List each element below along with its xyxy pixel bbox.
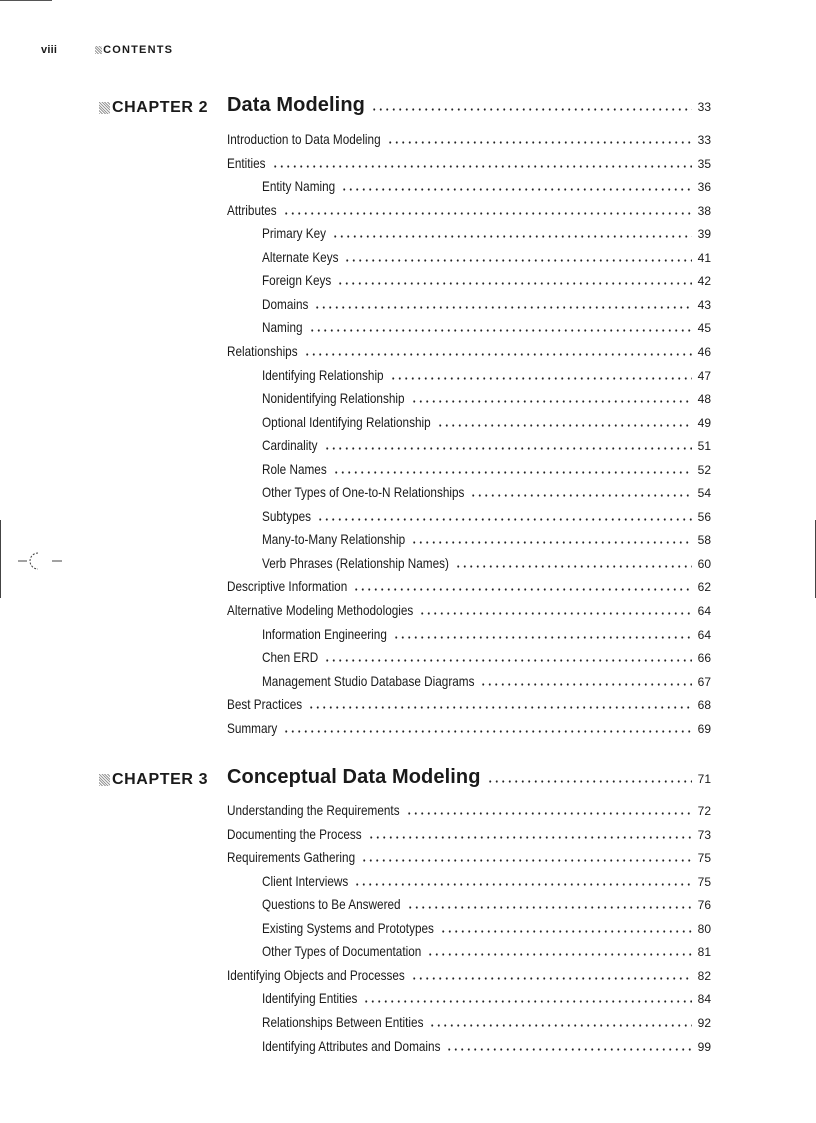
toc-entry[interactable]	[262, 484, 711, 504]
toc-entry-title: Identifying Entities	[262, 990, 358, 1007]
shade-icon	[99, 774, 110, 786]
page-ref: 42	[697, 274, 711, 289]
toc-entry-title-wrap	[262, 296, 308, 312]
leader-dots	[344, 250, 692, 262]
leader-dots	[304, 344, 692, 356]
toc-entry[interactable]	[262, 249, 711, 269]
toc-entry-title-wrap	[262, 437, 318, 453]
page-ref: 67	[697, 674, 711, 689]
page-ref: 47	[697, 368, 711, 383]
toc-entry[interactable]	[262, 920, 711, 940]
leader-dots	[353, 579, 692, 591]
leader-dots	[337, 273, 692, 285]
leader-dots	[440, 921, 692, 933]
leader-dots	[411, 532, 692, 544]
toc-entry-title-wrap	[262, 555, 449, 571]
toc-entry-title: Entities	[227, 154, 266, 171]
toc-entry[interactable]	[262, 1014, 711, 1034]
page-ref: 64	[697, 604, 711, 618]
toc-entry-title: Questions to Be Answered	[262, 896, 401, 913]
toc-entry-title: Identifying Relationship	[262, 366, 384, 383]
page-ref: 33	[697, 133, 711, 147]
toc-entry-title: Role Names	[262, 460, 327, 477]
page-ref: 46	[697, 344, 711, 359]
toc-entry[interactable]	[262, 296, 711, 316]
toc-entry[interactable]	[262, 414, 711, 434]
toc-entry-title: Identifying Objects and Processes	[227, 966, 405, 983]
page-ref: 38	[697, 203, 711, 218]
toc-entry[interactable]	[262, 943, 711, 963]
toc-entry-title: Primary Key	[262, 225, 327, 242]
toc-entry[interactable]	[262, 178, 711, 198]
leader-dots	[455, 556, 692, 568]
page-ref: 56	[697, 509, 711, 524]
leader-dots	[333, 462, 692, 474]
toc-entry-title-wrap	[227, 202, 277, 218]
leader-dots	[283, 203, 692, 215]
page-ref: 60	[697, 556, 711, 571]
toc-entry[interactable]	[262, 531, 711, 551]
toc-entry-title-wrap	[227, 602, 413, 618]
toc-entry-title: Descriptive Information	[227, 578, 348, 595]
page-ref: 62	[697, 580, 711, 595]
toc-entry-title-wrap	[262, 896, 401, 912]
page-ref: 64	[697, 627, 711, 642]
leader-dots	[393, 627, 692, 639]
shade-icon	[95, 46, 102, 54]
leader-dots	[437, 415, 692, 427]
page-ref: 49	[697, 415, 711, 430]
page-ref: 82	[697, 968, 711, 983]
chapter-2-title-row[interactable]	[227, 94, 711, 117]
leader-dots	[419, 603, 692, 615]
toc-entry-title-wrap	[262, 414, 431, 430]
chapter-label-text: CHAPTER 3	[112, 771, 209, 788]
toc-entry-title-wrap	[262, 626, 387, 642]
toc-entry[interactable]	[262, 225, 711, 245]
leader-dots	[324, 438, 692, 450]
page-ref: 45	[697, 321, 711, 336]
toc-entry[interactable]	[227, 967, 711, 987]
toc-entry-title: Alternative Modeling Methodologies	[227, 602, 414, 618]
page-ref: 81	[697, 945, 711, 960]
chapter-2-label	[99, 99, 208, 117]
leader-dots	[387, 132, 692, 144]
toc-entry-title: Identifying Attributes and Domains	[262, 1037, 441, 1054]
leader-dots	[390, 368, 692, 380]
page-ref: 99	[697, 1039, 711, 1054]
toc-entry-title: Alternate Keys	[262, 248, 339, 265]
toc-entry-title-wrap	[227, 696, 302, 712]
page-ref: 36	[697, 180, 711, 195]
toc-entry[interactable]	[262, 319, 711, 339]
toc-entry[interactable]	[227, 826, 711, 846]
toc-entry[interactable]	[262, 508, 711, 528]
toc-entry-title-wrap	[262, 873, 348, 889]
page-ref: 33	[697, 100, 711, 114]
toc-entry[interactable]	[262, 673, 711, 693]
running-head	[41, 44, 173, 56]
toc-entry-title-wrap	[227, 826, 362, 842]
page-ref: 54	[697, 486, 711, 501]
toc-entry[interactable]	[227, 343, 711, 363]
toc-entry-title-wrap	[262, 990, 357, 1006]
page-ref: 75	[697, 851, 711, 866]
toc-entry-title: Information Engineering	[262, 625, 387, 642]
toc-entry[interactable]	[262, 367, 711, 387]
leader-dots	[470, 485, 692, 497]
toc-entry[interactable]	[227, 602, 711, 622]
toc-entry[interactable]	[227, 696, 711, 716]
toc-entry[interactable]	[227, 155, 711, 175]
toc-entry-title: Other Types of One-to-N Relationships	[262, 484, 465, 501]
page-ref: 69	[697, 721, 711, 736]
toc-entry-title-wrap	[227, 849, 355, 865]
toc-entry-title-wrap	[262, 249, 338, 265]
toc-entry-title: Naming	[262, 319, 303, 336]
toc-entry[interactable]	[262, 461, 711, 481]
toc-entry[interactable]	[262, 555, 711, 575]
toc-entry-title: Best Practices	[227, 696, 303, 713]
toc-entry-title-wrap	[262, 943, 421, 959]
toc-entry[interactable]	[227, 131, 711, 151]
toc-entry-title: Domains	[262, 295, 309, 312]
page-ref: 35	[697, 156, 711, 171]
toc-entry-title-wrap	[227, 802, 400, 818]
toc-entry-title: Management Studio Database Diagrams	[262, 672, 475, 689]
toc-entry-title: Documenting the Process	[227, 825, 362, 842]
page-number: viii	[41, 44, 58, 56]
leader-dots	[368, 827, 692, 839]
leader-dots	[411, 391, 692, 403]
toc-entry[interactable]	[227, 202, 711, 222]
toc-entry-title-wrap	[227, 720, 277, 736]
leader-dots	[407, 897, 692, 909]
leader-dots	[480, 674, 692, 686]
toc-entry-title-wrap	[262, 1038, 440, 1054]
toc-entry-title-wrap	[262, 272, 331, 288]
toc-entry[interactable]	[262, 896, 711, 916]
chapter-3-title-row[interactable]	[227, 766, 711, 789]
leader-dots	[317, 509, 692, 521]
page-ref: 51	[697, 439, 711, 454]
toc-entry-title-wrap	[227, 343, 298, 359]
toc-entry[interactable]	[262, 649, 711, 669]
toc-entry-title-wrap	[262, 508, 311, 524]
toc-entry-title: Optional Identifying Relationship	[262, 413, 431, 430]
toc-entry-title-wrap	[262, 1014, 423, 1030]
toc-entry-title: Many-to-Many Relationship	[262, 531, 406, 548]
toc-entry-title: Other Types of Documentation	[262, 943, 422, 960]
toc-entry-title: Entity Naming	[262, 178, 336, 195]
leader-dots	[446, 1039, 692, 1051]
page-ref: 68	[697, 698, 711, 713]
leader-dots	[411, 968, 692, 980]
page-ref: 66	[697, 651, 711, 666]
toc-entry-title: Summary	[227, 719, 278, 736]
toc-entry[interactable]	[227, 578, 711, 598]
toc-entry-title-wrap	[262, 178, 335, 194]
page-ref: 76	[697, 898, 711, 913]
shade-icon	[99, 102, 110, 114]
toc-entry-title-wrap	[262, 531, 405, 547]
page-ref: 58	[697, 533, 711, 548]
leader-dots	[487, 771, 692, 783]
running-head-section: CONTENTS	[103, 44, 174, 56]
registration-mark-icon	[18, 549, 64, 573]
leader-dots	[324, 650, 692, 662]
toc-entry-title: Understanding the Requirements	[227, 802, 400, 818]
leader-dots	[332, 226, 692, 238]
chapter-title: Conceptual Data Modeling	[227, 766, 481, 788]
toc-entry-title: Introduction to Data Modeling	[227, 131, 381, 147]
leader-dots	[354, 874, 692, 886]
chapter-3-label	[99, 771, 208, 789]
leader-dots	[363, 991, 692, 1003]
toc-entry-title-wrap	[262, 484, 464, 500]
toc-entry-title: Client Interviews	[262, 872, 349, 889]
toc-entry[interactable]	[227, 849, 711, 869]
leader-dots	[308, 697, 692, 709]
toc-entry[interactable]	[262, 1038, 711, 1058]
leader-dots	[429, 1015, 692, 1027]
toc-entry-title-wrap	[262, 461, 327, 477]
page-ref: 84	[697, 992, 711, 1007]
chapter-title: Data Modeling	[227, 94, 365, 116]
toc-entry-title-wrap	[262, 920, 434, 936]
page-ref: 41	[697, 250, 711, 265]
toc-entry-title: Nonidentifying Relationship	[262, 390, 405, 407]
leader-dots	[341, 179, 692, 191]
toc-entry-title-wrap	[262, 319, 303, 335]
leader-dots	[427, 944, 692, 956]
page-ref: 43	[697, 297, 711, 312]
toc-entry[interactable]	[262, 390, 711, 410]
toc-entry[interactable]	[227, 720, 711, 740]
toc-entry-title-wrap	[227, 578, 347, 594]
toc-entry[interactable]	[262, 437, 711, 457]
chapter-label-text: CHAPTER 2	[112, 99, 209, 116]
toc-entry-title: Foreign Keys	[262, 272, 332, 289]
leader-dots	[371, 99, 692, 111]
page-ref: 92	[697, 1015, 711, 1030]
toc-entry-title-wrap	[262, 390, 405, 406]
page-ref: 48	[697, 392, 711, 407]
toc-entry-title: Existing Systems and Prototypes	[262, 919, 434, 936]
crop-mark-left	[0, 520, 1, 598]
page-ref: 39	[697, 227, 711, 242]
page-ref: 73	[697, 827, 711, 842]
toc-entry-title-wrap	[262, 649, 318, 665]
page-ref: 72	[697, 804, 711, 818]
toc-entry-title-wrap	[227, 967, 405, 983]
toc-entry-title: Requirements Gathering	[227, 849, 356, 866]
toc-entry[interactable]	[262, 272, 711, 292]
toc-entry-title: Relationships	[227, 342, 298, 359]
toc-entry-title: Relationships Between Entities	[262, 1013, 424, 1030]
leader-dots	[283, 721, 692, 733]
page-ref: 52	[697, 462, 711, 477]
toc-entry[interactable]	[227, 802, 711, 822]
toc-entry[interactable]	[262, 626, 711, 646]
page-ref: 80	[697, 921, 711, 936]
page-ref: 71	[697, 772, 711, 786]
leader-dots	[272, 156, 692, 168]
toc-entry-title-wrap	[262, 225, 326, 241]
toc-entry-title: Attributes	[227, 201, 277, 218]
toc-entry-title: Verb Phrases (Relationship Names)	[262, 554, 449, 571]
toc-entry-title-wrap	[227, 131, 381, 147]
toc-entry-title-wrap	[262, 673, 474, 689]
leader-dots	[406, 803, 692, 815]
page-ref: 75	[697, 874, 711, 889]
toc-entry[interactable]	[262, 873, 711, 893]
toc-entry-title: Subtypes	[262, 507, 312, 524]
toc-entry-title: Cardinality	[262, 437, 318, 454]
toc-entry[interactable]	[262, 990, 711, 1010]
leader-dots	[309, 320, 692, 332]
leader-dots	[314, 297, 692, 309]
top-rule	[0, 0, 52, 1]
toc-entry-title-wrap	[262, 367, 384, 383]
toc-entry-title: Chen ERD	[262, 649, 319, 666]
leader-dots	[361, 850, 692, 862]
toc-entry-title-wrap	[227, 155, 266, 171]
